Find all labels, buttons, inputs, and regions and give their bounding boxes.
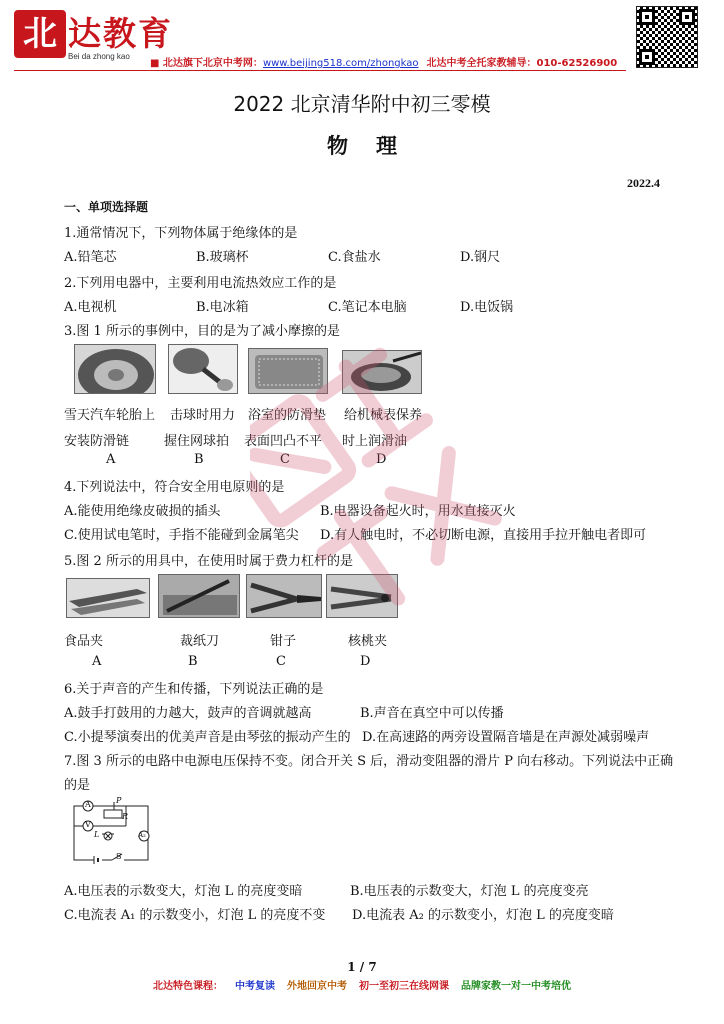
header-info-prefix: ■ 北达旗下北京中考网：: [150, 58, 263, 69]
footer-link-review[interactable]: 中考复读: [235, 981, 275, 992]
question-5-caption-c: 钳子: [270, 634, 297, 649]
question-6-stem: 6.关于声音的产生和传播，下列说法正确的是: [64, 682, 324, 697]
question-1-option-a: A.铅笔芯: [64, 250, 117, 265]
question-1-option-c: C.食盐水: [328, 250, 381, 265]
question-7-option-c: C.电流表 A₁ 的示数变小，灯泡 L 的亮度不变: [64, 908, 326, 923]
logo-pinyin: Bei da zhong kao: [68, 52, 130, 61]
circuit-label-a: A: [85, 800, 91, 809]
question-1-option-d: D.钢尺: [460, 250, 501, 265]
circuit-diagram: [66, 796, 156, 868]
question-5-letter-d: D: [360, 654, 371, 669]
question-6-option-d: D.在高速路的两旁设置隔音墙是在声源处减弱噪声: [362, 730, 650, 745]
question-3-letter-b: B: [194, 452, 204, 467]
circuit-label-s: S: [116, 852, 122, 861]
question-7-option-a: A.电压表的示数变大，灯泡 L 的亮度变暗: [64, 884, 303, 899]
footer-label: 北达特色课程：: [153, 981, 223, 992]
question-2-option-b: B.电冰箱: [196, 300, 249, 315]
question-3-caption-d-line2: 时上润滑油: [342, 434, 408, 449]
exam-date: 2022.4: [627, 176, 660, 190]
question-3-letter-c: C: [280, 452, 290, 467]
question-6-option-b: B.声音在真空中可以传播: [360, 706, 504, 721]
nutcracker-image: [326, 574, 398, 618]
question-6-option-a: A.鼓手打鼓用的力越大，鼓声的音调就越高: [64, 706, 312, 721]
question-6-option-c: C.小提琴演奏出的优美声音是由琴弦的振动产生的: [64, 730, 351, 745]
header-divider: [14, 70, 626, 71]
question-3-caption-a-line2: 安装防滑链: [64, 434, 130, 449]
exam-title: 2022 北京清华附中初三零模: [233, 92, 491, 116]
section-heading: 一、单项选择题: [64, 200, 149, 214]
circuit-label-a2: A₂: [138, 831, 146, 839]
question-5-stem: 5.图 2 所示的用具中，在使用时属于费力杠杆的是: [64, 554, 353, 569]
exam-subject: 物理: [327, 134, 425, 158]
question-5-letter-c: C: [276, 654, 286, 669]
question-3-caption-a-line1: 雪天汽车轮胎上: [64, 408, 156, 423]
header-info: [150, 54, 617, 69]
header-url-link[interactable]: www.beijing518.com/zhongkao: [262, 58, 419, 69]
bath-mat-image: [248, 348, 328, 394]
question-5-caption-d: 核桃夹: [348, 634, 388, 649]
question-3-caption-b-line2: 握住网球拍: [164, 434, 230, 449]
question-4-option-b: B.电器设备起火时，用水直接灭火: [320, 504, 516, 519]
circuit-label-v: V: [85, 820, 91, 829]
circuit-label-l: L: [94, 830, 100, 839]
tennis-racket-image: [168, 344, 238, 394]
qr-code-icon: [636, 6, 698, 68]
question-7-stem-line2: 的是: [64, 778, 91, 793]
question-4-option-c: C.使用试电笔时，手指不能碰到金属笔尖: [64, 528, 299, 543]
question-2-option-d: D.电饭锅: [460, 300, 514, 315]
circuit-label-r: R: [122, 812, 129, 821]
question-1-stem: 1.通常情况下，下列物体属于绝缘体的是: [64, 226, 298, 241]
question-5-letter-a: A: [92, 654, 102, 669]
question-3-caption-d-line1: 给机械表保养: [344, 408, 423, 423]
question-4-stem: 4.下列说法中，符合安全用电原则的是: [64, 480, 285, 495]
question-3-caption-c-line2: 表面凹凸不平: [244, 434, 323, 449]
footer-course-links: [0, 977, 724, 992]
page-number: 1 / 7: [347, 960, 377, 974]
question-5-caption-a: 食品夹: [64, 634, 104, 649]
header-info-suffix: 北达中考全托家教辅导：010-62526900: [426, 58, 618, 69]
pliers-image: [246, 574, 322, 618]
question-5-caption-b: 裁纸刀: [180, 634, 220, 649]
question-3-letter-d: D: [376, 452, 387, 467]
paper-cutter-image: [158, 574, 240, 618]
food-tongs-image: [66, 578, 150, 618]
question-3-stem: 3.图 1 所示的事例中，目的是为了减小摩擦的是: [64, 324, 340, 339]
question-4-option-d: D.有人触电时，不必切断电源，直接用手拉开触电者即可: [320, 528, 647, 543]
question-1-option-b: B.玻璃杯: [196, 250, 249, 265]
question-7-option-b: B.电压表的示数变大，灯泡 L 的亮度变亮: [350, 884, 589, 899]
question-2-option-c: C.笔记本电脑: [328, 300, 407, 315]
question-3-caption-b-line1: 击球时用力: [170, 408, 236, 423]
footer-link-tutor[interactable]: 品牌家教一对一中考培优: [461, 981, 571, 992]
watch-oiling-image: [342, 350, 422, 394]
question-2-option-a: A.电视机: [64, 300, 117, 315]
page-header: [0, 0, 724, 78]
footer-link-return[interactable]: 外地回京中考: [287, 981, 347, 992]
circuit-label-p: P: [116, 796, 122, 805]
footer-link-online[interactable]: 初一至初三在线网课: [359, 981, 449, 992]
logo-name: 达教育: [68, 14, 173, 53]
question-3-caption-c-line1: 浴室的防滑垫: [248, 408, 327, 423]
question-4-option-a: A.能使用绝缘皮破损的插头: [64, 504, 221, 519]
question-3-letter-a: A: [106, 452, 116, 467]
question-7-stem-line1: 7.图 3 所示的电路中电源电压保持不变。闭合开关 S 后，滑动变阻器的滑片 P 向右移动。下列说法中正确: [64, 754, 674, 769]
question-2-stem: 2.下列用电器中，主要利用电流热效应工作的是: [64, 276, 337, 291]
question-7-option-d: D.电流表 A₂ 的示数变小，灯泡 L 的亮度变暗: [352, 908, 614, 923]
question-5-letter-b: B: [188, 654, 198, 669]
tire-chain-image: [74, 344, 156, 394]
logo-mark: 北: [14, 10, 66, 58]
